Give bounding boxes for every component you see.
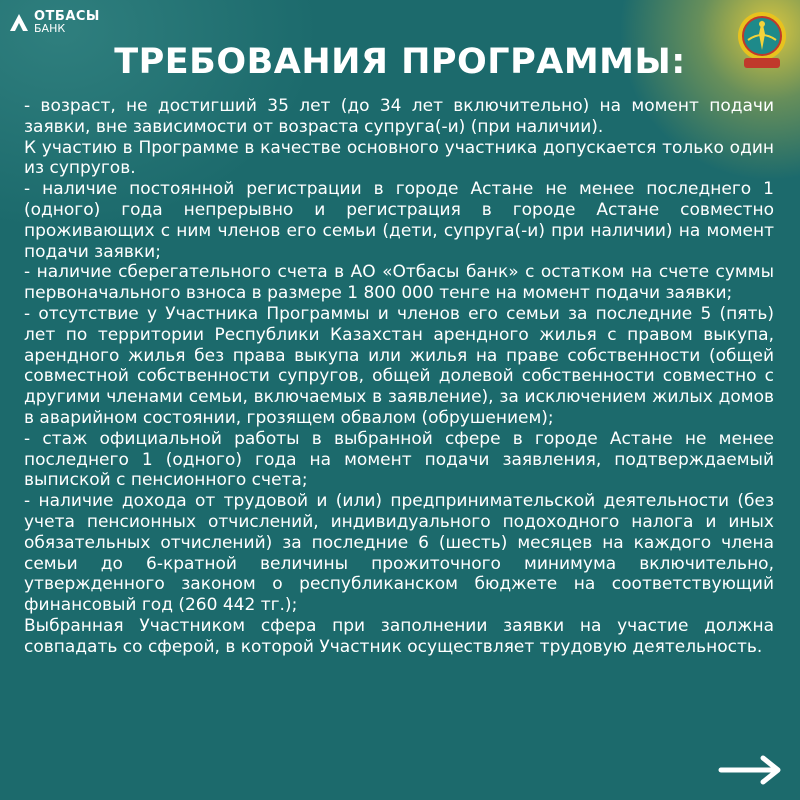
requirement-income: - наличие дохода от трудовой и (или) предпринимательской деятельности (без учета пенсионных отчислений, индивидуального подоходного налога и иных обязательных отчислений) за последние 6 (шесть) месяцев на каждого члена семьи до 6-кратной величины прожиточного минимума включительно, утвержденного законом о республиканском бюджете на соответствующий финансовый год (260 442 тг.); — [24, 491, 774, 616]
requirement-no-housing: - отсутствие у Участника Программы и членов его семьи за последние 5 (пять) лет по территории Республики Казахстан арендного жилья с правом выкупа, арендного жилья без права выкупа или жилья на праве собственности (общей совместной собственности супругов, общей долевой собственности совместно с другими членами семьи, включаемых в заявление), за исключением жилых домов в аварийном состоянии, грозящем обвалом (обрушением); — [24, 303, 774, 428]
requirement-age: - возраст, не достигший 35 лет (до 34 лет включительно) на момент подачи заявки, вне зависимости от возраста супруга(-и) (при наличии). — [24, 96, 774, 137]
otbasy-logo-icon — [8, 11, 30, 33]
logo-line1: ОТБАСЫ — [34, 9, 100, 24]
otbasy-logo — [8, 10, 100, 34]
requirement-spouse: К участию в Программе в качестве основного участника допускается только один из супругов. — [24, 137, 774, 179]
logo-line2: БАНК — [34, 22, 66, 35]
arrow-right-icon[interactable] — [718, 755, 784, 785]
requirement-registration: - наличие постоянной регистрации в городе Астане не менее последнего 1 (одного) года непрерывно и регистрация в городе Астане совместно проживающих с ним членов его семьи (дети, супруга(-и) при наличии) на момент подачи заявки; — [24, 179, 774, 262]
requirement-savings-account: - наличие сберегательного счета в АО «Отбасы банк» с остатком на счете суммы первоначального взноса в размере 1 800 000 тенге на момент подачи заявки; — [24, 262, 774, 304]
page-title: ТРЕБОВАНИЯ ПРОГРАММЫ: — [114, 42, 686, 82]
requirements-text — [24, 96, 774, 658]
requirement-sphere: Выбранная Участником сфера при заполнении заявки на участие должна совпадать со сферой, в которой Участник осуществляет трудовую деятельность. — [24, 615, 774, 657]
requirement-work-experience: - стаж официальной работы в выбранной сфере в городе Астане не менее последнего 1 (одного) года на момент подачи заявления, подтверждаемый выпиской с пенсионного счета; — [24, 428, 774, 491]
